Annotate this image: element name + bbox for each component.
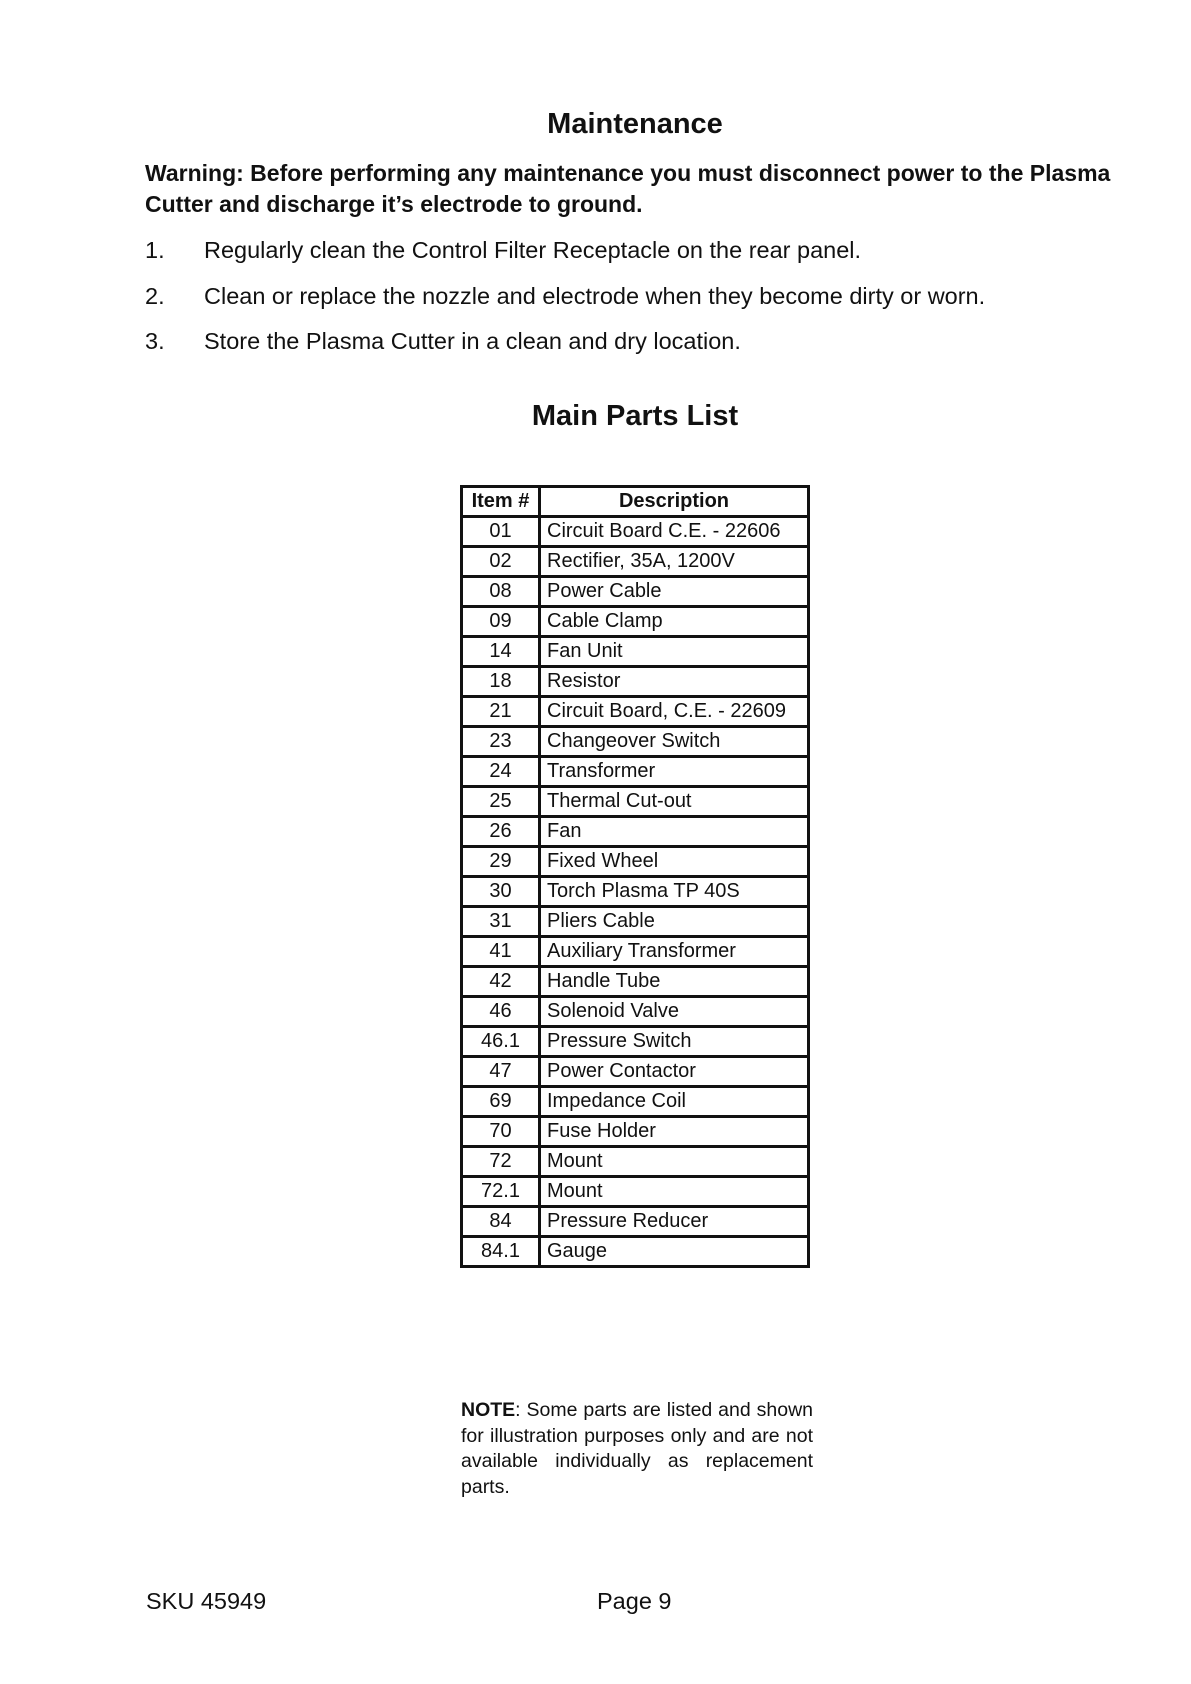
- footer-page-number: Page 9: [597, 1588, 672, 1614]
- description-cell: Circuit Board, C.E. - 22609: [540, 697, 809, 727]
- table-row: [462, 1057, 809, 1087]
- table-row: [462, 1237, 809, 1267]
- table-row: [462, 847, 809, 877]
- description-cell: Gauge: [540, 1237, 809, 1267]
- item-number-cell: 84: [462, 1207, 540, 1237]
- table-row: [462, 667, 809, 697]
- item-number-cell: 21: [462, 697, 540, 727]
- description-cell: Solenoid Valve: [540, 997, 809, 1027]
- item-number-cell: 25: [462, 787, 540, 817]
- maintenance-steps: [145, 235, 1145, 372]
- item-number-cell: 09: [462, 607, 540, 637]
- item-number-cell: 01: [462, 517, 540, 547]
- table-row: [462, 577, 809, 607]
- item-number-cell: 47: [462, 1057, 540, 1087]
- maintenance-step: [145, 281, 1145, 327]
- description-cell: Torch Plasma TP 40S: [540, 877, 809, 907]
- description-cell: Fuse Holder: [540, 1117, 809, 1147]
- item-number-cell: 69: [462, 1087, 540, 1117]
- description-column-header: Description: [540, 487, 809, 517]
- table-row: [462, 547, 809, 577]
- description-cell: Mount: [540, 1147, 809, 1177]
- item-number-cell: 30: [462, 877, 540, 907]
- description-cell: Impedance Coil: [540, 1087, 809, 1117]
- description-cell: Pressure Reducer: [540, 1207, 809, 1237]
- note-text: : Some parts are listed and shown for illustration purposes only and are not available individually as replacement parts.: [461, 1399, 813, 1498]
- description-cell: Resistor: [540, 667, 809, 697]
- step-number: 2.: [145, 282, 165, 309]
- table-row: [462, 1177, 809, 1207]
- table-row: [462, 1027, 809, 1057]
- item-number-cell: 72.1: [462, 1177, 540, 1207]
- step-number: 1.: [145, 237, 165, 263]
- description-cell: Circuit Board C.E. - 22606: [540, 517, 809, 547]
- item-number-cell: 46.1: [462, 1027, 540, 1057]
- parts-list-title: Main Parts List: [531, 400, 739, 432]
- item-number-cell: 29: [462, 847, 540, 877]
- table-row: [462, 607, 809, 637]
- maintenance-step: [145, 326, 1145, 372]
- table-row: [462, 937, 809, 967]
- parts-table: [460, 485, 810, 1268]
- table-row: [462, 1117, 809, 1147]
- description-cell: Power Contactor: [540, 1057, 809, 1087]
- item-number-cell: 72: [462, 1147, 540, 1177]
- note-label: NOTE: [461, 1399, 516, 1421]
- table-row: [462, 1207, 809, 1237]
- table-row: [462, 1087, 809, 1117]
- table-row: [462, 697, 809, 727]
- description-cell: Handle Tube: [540, 967, 809, 997]
- step-text: Regularly clean the Control Filter Receptacle on the rear panel.: [204, 237, 862, 263]
- item-column-header: Item #: [462, 487, 540, 517]
- description-cell: Transformer: [540, 757, 809, 787]
- item-number-cell: 31: [462, 907, 540, 937]
- description-cell: Thermal Cut-out: [540, 787, 809, 817]
- table-row: [462, 637, 809, 667]
- table-row: [462, 517, 809, 547]
- item-number-cell: 18: [462, 667, 540, 697]
- item-number-cell: 46: [462, 997, 540, 1027]
- table-row: [462, 967, 809, 997]
- table-row: [462, 757, 809, 787]
- description-cell: Auxiliary Transformer: [540, 937, 809, 967]
- maintenance-title: Maintenance: [547, 108, 723, 140]
- table-row: [462, 1147, 809, 1177]
- description-cell: Cable Clamp: [540, 607, 809, 637]
- item-number-cell: 42: [462, 967, 540, 997]
- parts-table-body: [462, 517, 809, 1267]
- description-cell: Rectifier, 35A, 1200V: [540, 547, 809, 577]
- table-row: [462, 727, 809, 757]
- description-cell: Pressure Switch: [540, 1027, 809, 1057]
- item-number-cell: 70: [462, 1117, 540, 1147]
- item-number-cell: 26: [462, 817, 540, 847]
- description-cell: Mount: [540, 1177, 809, 1207]
- table-row: [462, 817, 809, 847]
- step-number: 3.: [145, 328, 165, 354]
- parts-note: [461, 1398, 813, 1500]
- step-text: Clean or replace the nozzle and electrode when they become dirty or worn.: [204, 282, 986, 309]
- description-cell: Fan Unit: [540, 637, 809, 667]
- description-cell: Fixed Wheel: [540, 847, 809, 877]
- parts-table-header-row: [462, 487, 809, 517]
- item-number-cell: 24: [462, 757, 540, 787]
- table-row: [462, 787, 809, 817]
- item-number-cell: 41: [462, 937, 540, 967]
- item-number-cell: 02: [462, 547, 540, 577]
- item-number-cell: 14: [462, 637, 540, 667]
- item-number-cell: 84.1: [462, 1237, 540, 1267]
- description-cell: Power Cable: [540, 577, 809, 607]
- description-cell: Fan: [540, 817, 809, 847]
- maintenance-warning: Warning: Before performing any maintenance you must disconnect power to the Plasma Cutter and discharge it’s electrode to ground.: [145, 160, 1111, 217]
- step-text: Store the Plasma Cutter in a clean and dry location.: [204, 328, 741, 354]
- item-number-cell: 08: [462, 577, 540, 607]
- footer-sku: SKU 45949: [146, 1588, 267, 1614]
- table-row: [462, 877, 809, 907]
- item-number-cell: 23: [462, 727, 540, 757]
- table-row: [462, 997, 809, 1027]
- table-row: [462, 907, 809, 937]
- maintenance-step: [145, 235, 1145, 281]
- description-cell: Changeover Switch: [540, 727, 809, 757]
- description-cell: Pliers Cable: [540, 907, 809, 937]
